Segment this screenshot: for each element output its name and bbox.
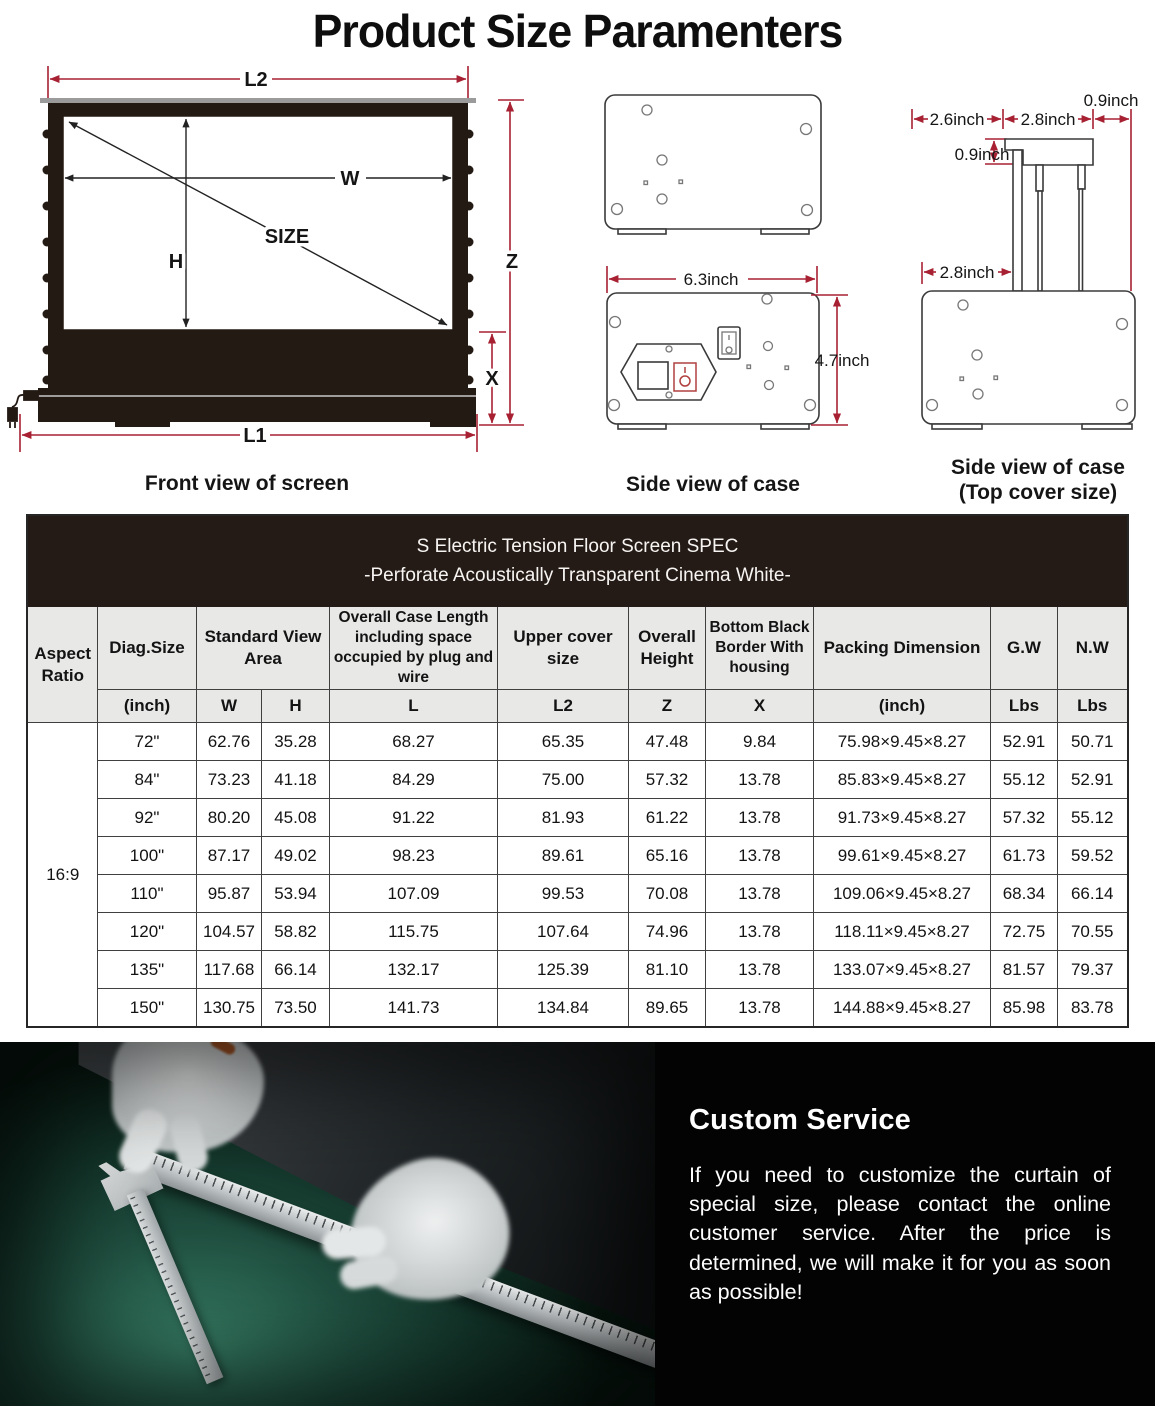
spec-cell: 13.78 <box>705 951 813 989</box>
spec-cell: 91.22 <box>329 799 497 837</box>
top-cover-caption-line2: (Top cover size) <box>958 481 1118 504</box>
spec-cell: 75.00 <box>497 761 628 799</box>
spec-cell: 55.12 <box>990 761 1057 799</box>
table-row <box>27 989 1127 1028</box>
spec-cell: 125.39 <box>497 951 628 989</box>
top-cover-case <box>922 291 1135 429</box>
table-row <box>27 837 1127 875</box>
label-l2: L2 <box>244 69 268 91</box>
custom-service-panel <box>655 1042 1155 1406</box>
spec-cell: 107.09 <box>329 875 497 913</box>
spec-cell: 52.91 <box>990 723 1057 761</box>
subheader-h: H <box>261 690 329 723</box>
spec-cell: 75.98×9.45×8.27 <box>813 723 990 761</box>
front-view-caption: Front view of screen <box>144 472 350 495</box>
subheader-diag: (inch) <box>97 690 196 723</box>
header-upper-cover-size: Upper cover size <box>497 607 628 690</box>
spec-cell: 85.98 <box>990 989 1057 1028</box>
spec-cell: 150" <box>97 989 196 1028</box>
front-view-diagram <box>0 62 540 512</box>
page-title: Product Size Paramenters <box>312 5 843 57</box>
spec-cell: 62.76 <box>196 723 261 761</box>
table-row <box>27 799 1127 837</box>
measuring-photo <box>0 1042 655 1406</box>
label-6-3inch: 6.3inch <box>683 270 739 289</box>
spec-cell: 120" <box>97 913 196 951</box>
spec-cell: 95.87 <box>196 875 261 913</box>
spec-cell: 83.78 <box>1057 989 1127 1028</box>
label-l1: L1 <box>243 425 267 447</box>
spec-cell: 57.32 <box>990 799 1057 837</box>
spec-cell: 110" <box>97 875 196 913</box>
header-packing-dimension: Packing Dimension <box>813 607 990 690</box>
subheader-w: W <box>196 690 261 723</box>
spec-cell: 141.73 <box>329 989 497 1028</box>
spec-cell: 80.20 <box>196 799 261 837</box>
spec-cell: 135" <box>97 951 196 989</box>
spec-cell: 73.50 <box>261 989 329 1028</box>
header-overall-height: Overall Height <box>628 607 705 690</box>
spec-cell: 65.16 <box>628 837 705 875</box>
spec-cell: 144.88×9.45×8.27 <box>813 989 990 1028</box>
spec-cell: 55.12 <box>1057 799 1127 837</box>
spec-cell: 35.28 <box>261 723 329 761</box>
spec-cell: 89.65 <box>628 989 705 1028</box>
spec-cell: 73.23 <box>196 761 261 799</box>
spec-cell: 41.18 <box>261 761 329 799</box>
spec-cell: 118.11×9.45×8.27 <box>813 913 990 951</box>
spec-cell: 59.52 <box>1057 837 1127 875</box>
table-row <box>27 723 1127 761</box>
top-cover-shape <box>1005 139 1093 291</box>
spec-cell: 50.71 <box>1057 723 1127 761</box>
spec-cell: 47.48 <box>628 723 705 761</box>
table-row <box>27 913 1127 951</box>
spec-cell: 132.17 <box>329 951 497 989</box>
case-top-plate <box>605 95 821 234</box>
rocker-switch <box>718 327 740 359</box>
spec-cell: 79.37 <box>1057 951 1127 989</box>
spec-cell: 109.06×9.45×8.27 <box>813 875 990 913</box>
custom-service-body: If you need to customize the curtain of special size, please contact the online customer service. After the price is determined, we will make it for you as soon as possible! <box>689 1163 1111 1304</box>
spec-title-line2: -Perforate Acoustically Transparent Cinema White- <box>364 565 791 586</box>
subheader-l2: L2 <box>497 690 628 723</box>
dim-x <box>479 332 506 423</box>
spec-cell: 70.55 <box>1057 913 1127 951</box>
spec-cell: 57.32 <box>628 761 705 799</box>
spec-cell: 81.57 <box>990 951 1057 989</box>
header-overall-case-length: Overall Case Length including space occupied by plug and wire <box>329 607 497 690</box>
spec-cell: 74.96 <box>628 913 705 951</box>
spec-cell: 130.75 <box>196 989 261 1028</box>
label-2-8inch-bottom: 2.8inch <box>939 263 995 282</box>
spec-cell: 68.27 <box>329 723 497 761</box>
label-w: W <box>340 168 360 190</box>
spec-table <box>26 514 1128 1028</box>
power-inlet <box>621 344 716 400</box>
subheader-nw: Lbs <box>1057 690 1127 723</box>
spec-cell: 81.93 <box>497 799 628 837</box>
spec-cell: 13.78 <box>705 799 813 837</box>
spec-cell: 9.84 <box>705 723 813 761</box>
header-bottom-black-border: Bottom Black Border With housing <box>705 607 813 690</box>
spec-cell: 65.35 <box>497 723 628 761</box>
label-0-9inch-top: 0.9inch <box>1083 91 1139 110</box>
subheader-x: X <box>705 690 813 723</box>
side-view-caption: Side view of case <box>626 473 800 496</box>
spec-cell: 53.94 <box>261 875 329 913</box>
table-title-band <box>27 515 1127 607</box>
spec-cell: 115.75 <box>329 913 497 951</box>
diagrams-section <box>0 62 1155 512</box>
spec-cell: 13.78 <box>705 875 813 913</box>
label-2-8inch-top: 2.8inch <box>1020 110 1076 129</box>
label-2-6inch: 2.6inch <box>929 110 985 129</box>
spec-cell: 61.73 <box>990 837 1057 875</box>
table-header-row <box>27 607 1127 690</box>
spec-cell: 66.14 <box>1057 875 1127 913</box>
spec-cell: 70.08 <box>628 875 705 913</box>
spec-cell: 45.08 <box>261 799 329 837</box>
photo-vignette <box>0 1042 655 1406</box>
spec-cell: 134.84 <box>497 989 628 1028</box>
spec-cell: 104.57 <box>196 913 261 951</box>
table-subheader-row <box>27 690 1127 723</box>
spec-cell: 107.64 <box>497 913 628 951</box>
case-body <box>607 293 819 429</box>
header-gw: G.W <box>990 607 1057 690</box>
dim-l2 <box>48 66 468 102</box>
spec-cell: 13.78 <box>705 989 813 1028</box>
top-cover-diagram <box>890 72 1155 512</box>
spec-cell: 89.61 <box>497 837 628 875</box>
bottom-banner <box>0 1042 1155 1406</box>
spec-cell: 98.23 <box>329 837 497 875</box>
spec-cell: 49.02 <box>261 837 329 875</box>
top-cover-caption-line1: Side view of case <box>951 456 1125 479</box>
subheader-z: Z <box>628 690 705 723</box>
power-plug-icon <box>8 391 38 428</box>
spec-cell: 84" <box>97 761 196 799</box>
spec-cell: 72" <box>97 723 196 761</box>
spec-cell: 66.14 <box>261 951 329 989</box>
aspect-ratio-value: 16:9 <box>27 723 97 1028</box>
subheader-gw: Lbs <box>990 690 1057 723</box>
subheader-l: L <box>329 690 497 723</box>
header-diag-size: Diag.Size <box>97 607 196 690</box>
spec-cell: 58.82 <box>261 913 329 951</box>
header-aspect-ratio: Aspect Ratio <box>27 607 97 723</box>
spec-cell: 72.75 <box>990 913 1057 951</box>
spec-cell: 84.29 <box>329 761 497 799</box>
subheader-packing: (inch) <box>813 690 990 723</box>
spec-cell: 61.22 <box>628 799 705 837</box>
side-view-diagram <box>558 72 903 512</box>
dim-case-width <box>607 266 817 293</box>
spec-cell: 87.17 <box>196 837 261 875</box>
custom-service-heading: Custom Service <box>689 1104 911 1136</box>
spec-cell: 13.78 <box>705 761 813 799</box>
spec-title-line1: S Electric Tension Floor Screen SPEC <box>416 535 739 557</box>
spec-cell: 91.73×9.45×8.27 <box>813 799 990 837</box>
spec-cell: 68.34 <box>990 875 1057 913</box>
screen-frame <box>38 98 476 427</box>
header-nw: N.W <box>1057 607 1127 690</box>
label-h: H <box>168 251 184 273</box>
spec-cell: 52.91 <box>1057 761 1127 799</box>
spec-cell: 81.10 <box>628 951 705 989</box>
label-size: SIZE <box>264 226 310 248</box>
label-x: X <box>485 368 499 390</box>
spec-cell: 100" <box>97 837 196 875</box>
header-standard-view-area: Standard View Area <box>196 607 329 690</box>
spec-cell: 117.68 <box>196 951 261 989</box>
spec-cell: 85.83×9.45×8.27 <box>813 761 990 799</box>
label-4-7inch: 4.7inch <box>814 351 870 370</box>
spec-cell: 99.61×9.45×8.27 <box>813 837 990 875</box>
dim-pole-offset <box>922 262 1011 284</box>
spec-cell: 13.78 <box>705 837 813 875</box>
table-row <box>27 951 1127 989</box>
label-z: Z <box>505 251 519 273</box>
spec-cell: 99.53 <box>497 875 628 913</box>
spec-cell: 133.07×9.45×8.27 <box>813 951 990 989</box>
spec-cell: 92" <box>97 799 196 837</box>
spec-cell: 13.78 <box>705 913 813 951</box>
table-row <box>27 875 1127 913</box>
table-row <box>27 761 1127 799</box>
label-0-9inch-left: 0.9inch <box>954 145 1010 164</box>
